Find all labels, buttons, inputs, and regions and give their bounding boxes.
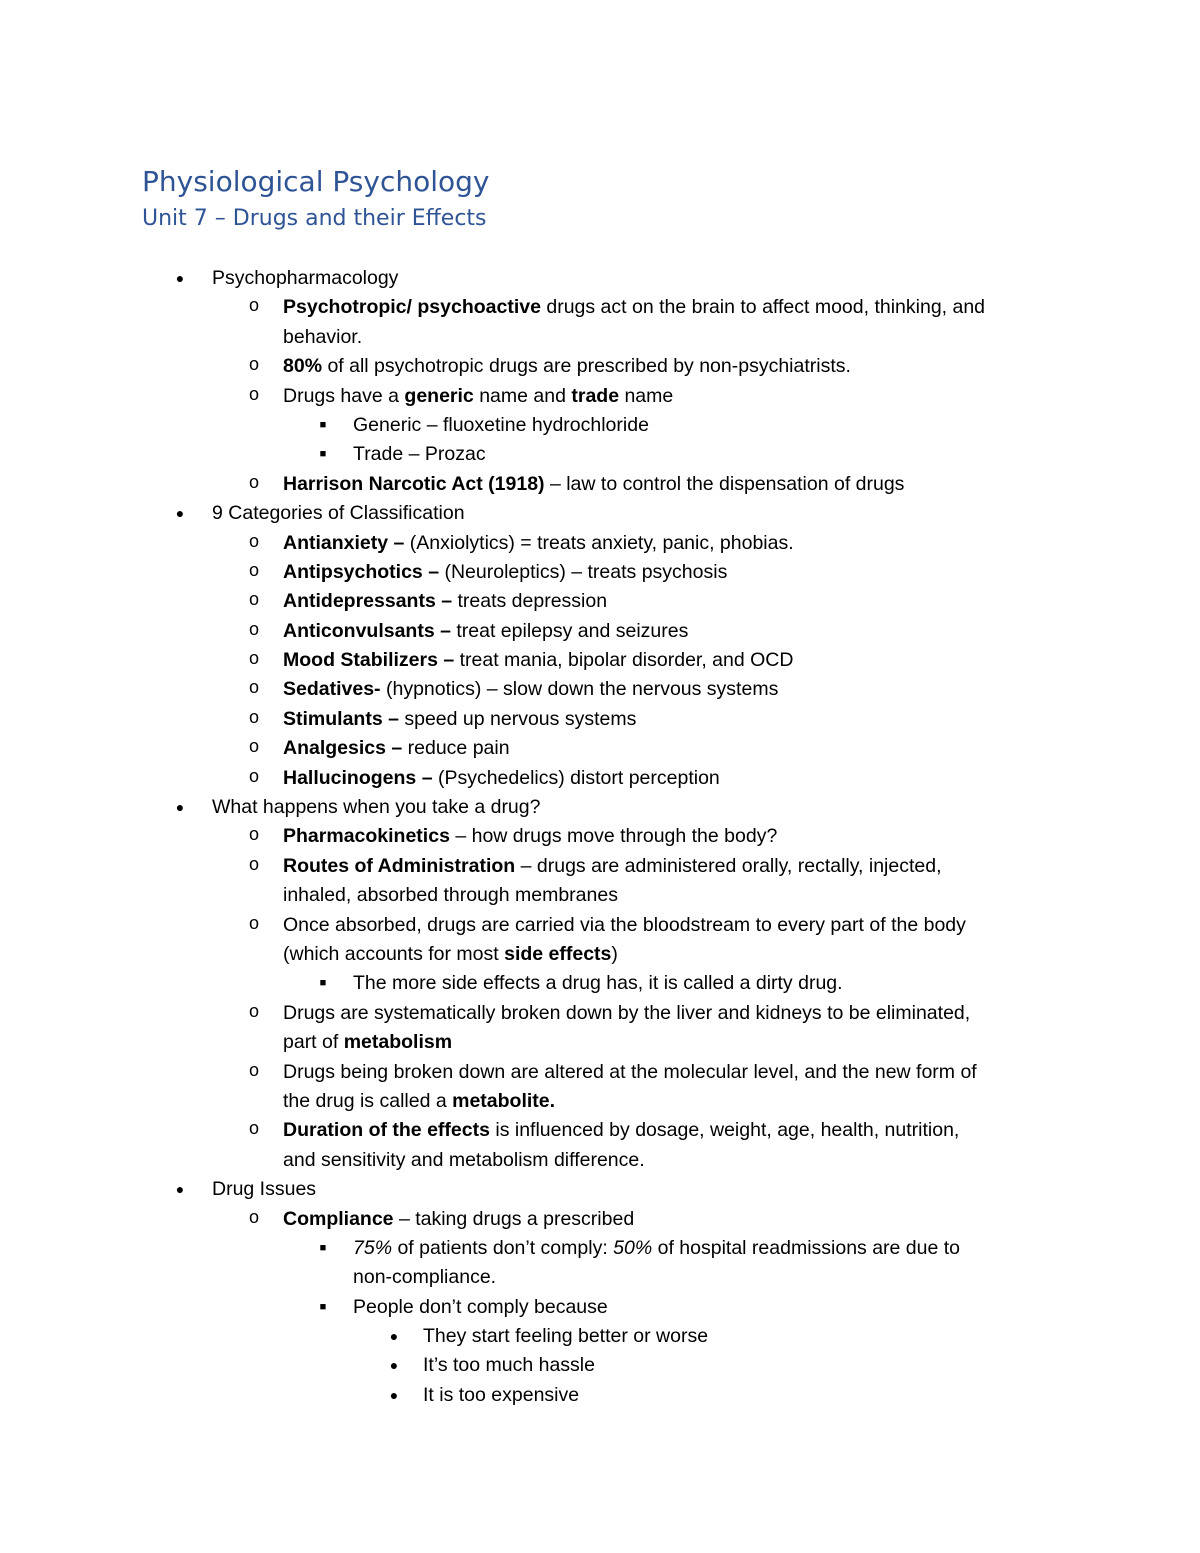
- bold-term: Psychotropic/ psychoactive: [283, 296, 541, 319]
- bullet-circle-icon: o: [248, 708, 260, 729]
- bullet-circle-icon: o: [248, 855, 260, 876]
- text-run: It is too expensive: [423, 1383, 580, 1406]
- list-item-level-2: [0, 675, 1200, 704]
- list-item-text: [212, 499, 465, 528]
- bullet-circle-icon: o: [248, 591, 260, 612]
- list-item-level-4: [0, 1381, 1200, 1410]
- list-item-continuation: [0, 1028, 1200, 1057]
- bullet-circle-icon: o: [248, 1120, 260, 1141]
- bullet-circle-icon: o: [248, 473, 260, 494]
- bullet-circle-icon: o: [248, 297, 260, 318]
- text-run: It’s too much hassle: [423, 1354, 595, 1377]
- bullet-circle-icon: o: [248, 826, 260, 847]
- list-item-text: [212, 793, 540, 822]
- list-item-text: [283, 352, 851, 381]
- list-item-text: [353, 1293, 608, 1322]
- bold-term: Antidepressants –: [283, 590, 453, 613]
- list-item-level-2: [0, 734, 1200, 763]
- list-item-text: [283, 940, 618, 969]
- bold-term: Antipsychotics –: [283, 560, 440, 583]
- list-item-continuation: [0, 940, 1200, 969]
- text-run: inhaled, absorbed through membranes: [283, 884, 618, 907]
- text-run: – drugs are administered orally, rectally, injected,: [515, 854, 942, 877]
- bullet-circle-icon: o: [248, 1061, 260, 1082]
- list-item-level-2: [0, 470, 1200, 499]
- list-item-level-4: [0, 1322, 1200, 1351]
- text-run: of hospital readmissions are due to: [652, 1236, 961, 1259]
- list-item-level-1: [0, 793, 1200, 822]
- bold-term: Mood Stabilizers –: [283, 649, 455, 672]
- list-item-level-3: [0, 440, 1200, 469]
- text-run: drugs act on the brain to affect mood, thinking, and: [540, 296, 986, 319]
- list-item-text: [353, 969, 843, 998]
- list-item-text: [283, 1205, 634, 1234]
- text-run: The more side effects a drug has, it is called a dirty drug.: [353, 972, 843, 995]
- text-run: Trade – Prozac: [353, 443, 486, 466]
- bold-term: generic: [404, 384, 474, 407]
- list-item-text: [353, 411, 649, 440]
- list-item-level-3: [0, 411, 1200, 440]
- list-item-text: [283, 1087, 555, 1116]
- text-run: non-compliance.: [353, 1266, 497, 1289]
- text-run: ): [611, 942, 618, 965]
- list-item-text: [283, 852, 942, 881]
- bold-term: Hallucinogens –: [283, 766, 433, 789]
- text-run: – law to control the dispensation of drugs: [544, 472, 905, 495]
- list-item-level-2: [0, 999, 1200, 1028]
- bullet-circle-icon: o: [248, 532, 260, 553]
- italic-term: 75%: [353, 1236, 393, 1259]
- bold-term: side effects: [504, 942, 612, 965]
- bullet-square-icon: ■: [319, 977, 327, 990]
- bullet-dot-icon: ●: [389, 1328, 399, 1345]
- list-item-text: [283, 734, 510, 763]
- text-run: 9 Categories of Classification: [212, 502, 465, 525]
- list-item-text: [283, 675, 778, 704]
- list-item-text: [283, 1058, 977, 1087]
- list-item-level-2: [0, 911, 1200, 940]
- list-item-text: [283, 705, 636, 734]
- bold-term: Harrison Narcotic Act (1918): [283, 472, 545, 495]
- bullet-circle-icon: o: [248, 385, 260, 406]
- bold-term: Analgesics –: [283, 737, 403, 760]
- list-item-text: [423, 1381, 579, 1410]
- list-item-level-3: [0, 1234, 1200, 1263]
- text-run: – taking drugs a prescribed: [393, 1207, 635, 1230]
- list-item-text: [283, 617, 688, 646]
- list-item-text: [283, 822, 777, 851]
- text-run: (which accounts for most: [283, 942, 505, 965]
- list-item-text: [283, 646, 793, 675]
- document-subtitle: Unit 7 – Drugs and their Effects: [142, 206, 487, 231]
- list-item-text: [353, 1263, 496, 1292]
- text-run: Psychopharmacology: [212, 267, 399, 289]
- bullet-circle-icon: o: [248, 650, 260, 671]
- bold-term: Compliance: [283, 1207, 394, 1230]
- list-item-text: [283, 323, 362, 352]
- text-run: of patients don’t comply:: [392, 1236, 614, 1259]
- list-item-text: [283, 764, 720, 793]
- bullet-dot-icon: ●: [175, 270, 185, 286]
- bullet-circle-icon: o: [248, 620, 260, 641]
- list-item-text: [423, 1322, 708, 1351]
- text-run: the drug is called a: [283, 1089, 453, 1112]
- list-item-text: [353, 1234, 960, 1263]
- bullet-dot-icon: ●: [175, 799, 185, 816]
- text-run: and sensitivity and metabolism difference.: [283, 1148, 645, 1171]
- list-item-level-1: [0, 499, 1200, 528]
- text-run: Drugs have a: [283, 384, 405, 407]
- text-run: reduce pain: [402, 737, 510, 760]
- text-run: Once absorbed, drugs are carried via the bloodstream to every part of the body: [283, 913, 966, 936]
- list-item-text: [283, 529, 794, 558]
- bullet-square-icon: ■: [319, 1241, 327, 1254]
- bold-term: Anticonvulsants –: [283, 619, 451, 642]
- bold-term: Sedatives-: [283, 678, 381, 701]
- text-run: Drug Issues: [212, 1178, 317, 1201]
- bullet-circle-icon: o: [248, 561, 260, 582]
- list-item-level-2: [0, 852, 1200, 881]
- list-item-text: [283, 1028, 452, 1057]
- list-item-text: [283, 470, 904, 499]
- list-item-level-2: [0, 293, 1200, 322]
- list-item-level-1: [0, 1175, 1200, 1204]
- list-item-level-2: [0, 382, 1200, 411]
- text-run: (Psychedelics) distort perception: [432, 766, 720, 789]
- list-item-level-2: [0, 529, 1200, 558]
- bullet-outline: [0, 264, 1200, 1410]
- bold-term: metabolite.: [452, 1089, 556, 1112]
- text-run: speed up nervous systems: [398, 707, 637, 730]
- bullet-dot-icon: ●: [389, 1386, 399, 1403]
- bullet-circle-icon: o: [248, 738, 260, 759]
- list-item-text: [283, 1116, 959, 1145]
- list-item-level-2: [0, 587, 1200, 616]
- list-item-level-4: [0, 1351, 1200, 1380]
- list-item-text: [423, 1351, 595, 1380]
- bullet-circle-icon: o: [248, 767, 260, 788]
- text-run: – how drugs move through the body?: [449, 825, 778, 848]
- text-run: name: [619, 384, 674, 407]
- list-item-level-3: [0, 969, 1200, 998]
- list-item-text: [283, 587, 607, 616]
- list-item-level-1: [0, 264, 1200, 293]
- list-item-level-2: [0, 1116, 1200, 1145]
- bullet-circle-icon: o: [248, 1002, 260, 1023]
- bold-term: trade: [571, 384, 620, 407]
- list-item-level-2: [0, 1058, 1200, 1087]
- list-item-continuation: [0, 1263, 1200, 1292]
- italic-term: 50%: [613, 1236, 653, 1259]
- text-run: They start feeling better or worse: [423, 1325, 709, 1348]
- list-item-level-2: [0, 1205, 1200, 1234]
- text-run: (Neuroleptics) – treats psychosis: [439, 560, 728, 583]
- text-run: treat epilepsy and seizures: [450, 619, 689, 642]
- bullet-circle-icon: o: [248, 914, 260, 935]
- list-item-continuation: [0, 881, 1200, 910]
- text-run: name and: [473, 384, 572, 407]
- list-item-level-3: [0, 1293, 1200, 1322]
- text-run: What happens when you take a drug?: [212, 796, 541, 819]
- list-item-level-2: [0, 764, 1200, 793]
- text-run: Drugs are systematically broken down by the liver and kidneys to be eliminated,: [283, 1001, 971, 1024]
- document-title: Physiological Psychology: [142, 165, 490, 198]
- list-item-continuation: [0, 323, 1200, 352]
- text-run: of all psychotropic drugs are prescribed by non-psychiatrists.: [322, 355, 851, 378]
- list-item-level-2: [0, 352, 1200, 381]
- bold-term: Routes of Administration: [283, 854, 516, 877]
- bullet-square-icon: ■: [319, 1300, 327, 1313]
- list-item-text: [353, 440, 486, 469]
- list-item-continuation: [0, 1087, 1200, 1116]
- text-run: treat mania, bipolar disorder, and OCD: [454, 649, 794, 672]
- list-item-text: [283, 1146, 645, 1175]
- text-run: behavior.: [283, 325, 363, 348]
- bold-term: metabolism: [343, 1031, 453, 1054]
- text-run: People don’t comply because: [353, 1295, 608, 1318]
- text-run: (Anxiolytics) = treats anxiety, panic, phobias.: [404, 531, 794, 554]
- list-item-text: [283, 911, 966, 940]
- bullet-square-icon: ■: [319, 418, 327, 431]
- list-item-text: [212, 264, 398, 293]
- list-item-text: [283, 558, 727, 587]
- bold-term: Stimulants –: [283, 707, 399, 730]
- list-item-text: [212, 1175, 316, 1204]
- text-run: treats depression: [452, 590, 608, 613]
- list-item-level-2: [0, 705, 1200, 734]
- bullet-square-icon: ■: [319, 448, 327, 461]
- bold-term: Pharmacokinetics: [283, 825, 450, 848]
- bullet-circle-icon: o: [248, 1208, 260, 1229]
- text-run: Drugs being broken down are altered at the molecular level, and the new form of: [283, 1060, 977, 1083]
- text-run: (hypnotics) – slow down the nervous systems: [380, 678, 779, 701]
- bullet-dot-icon: ●: [389, 1357, 399, 1374]
- list-item-level-2: [0, 822, 1200, 851]
- list-item-level-2: [0, 558, 1200, 587]
- text-run: part of: [283, 1031, 344, 1054]
- text-run: is influenced by dosage, weight, age, health, nutrition,: [489, 1119, 960, 1142]
- bullet-circle-icon: o: [248, 356, 260, 377]
- bold-term: Duration of the effects: [283, 1119, 490, 1142]
- text-run: Generic – fluoxetine hydrochloride: [353, 413, 649, 436]
- list-item-level-2: [0, 617, 1200, 646]
- bullet-circle-icon: o: [248, 679, 260, 700]
- list-item-text: [283, 382, 673, 411]
- bullet-dot-icon: ●: [175, 505, 185, 522]
- list-item-text: [283, 999, 970, 1028]
- list-item-level-2: [0, 646, 1200, 675]
- list-item-text: [283, 293, 985, 322]
- bullet-dot-icon: ●: [175, 1181, 185, 1198]
- bold-term: Antianxiety –: [283, 531, 405, 554]
- list-item-text: [283, 881, 618, 910]
- bold-term: 80%: [283, 355, 323, 378]
- list-item-continuation: [0, 1146, 1200, 1175]
